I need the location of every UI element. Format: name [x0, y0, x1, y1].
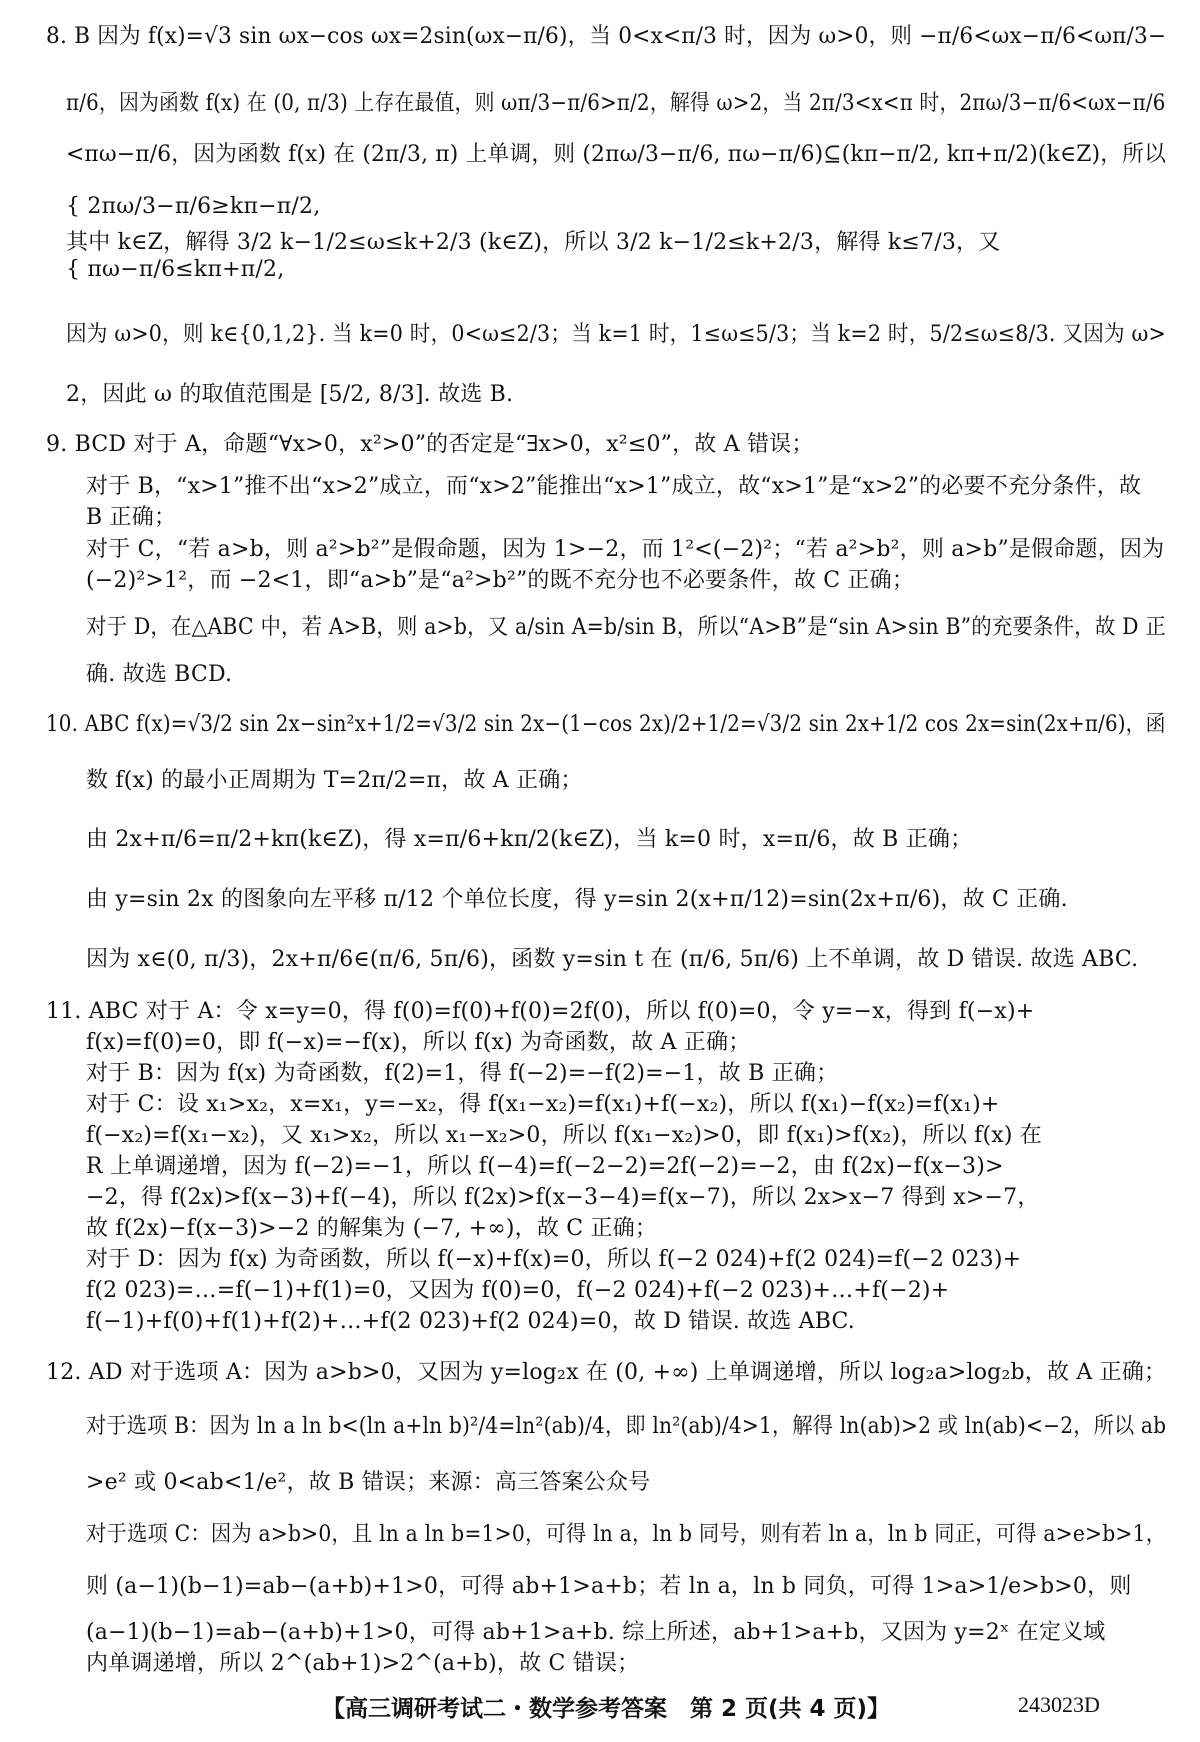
line-10: 对于 B，“x>1”推不出“x>2”成立，而“x>2”能推出“x>1”成立，故“x>1”是“x>2”的必要不充分条件，故	[86, 474, 1142, 499]
line-20: 因为 x∈(0, π/3)，2x+π/6∈(π/6, 5π/6)，函数 y=sin t 在 (π/6, 5π/6) 上不单调，故 D 错误. 故选 ABC.	[86, 947, 1139, 972]
line-37: (a−1)(b−1)=ab−(a+b)+1>0，可得 ab+1>a+b. 综上所述，ab+1>a+b，又因为 y=2ˣ 在定义域	[86, 1620, 1106, 1645]
line-25: f(−x₂)=f(x₁−x₂)，又 x₁>x₂，所以 x₁−x₂>0，所以 f(x₁−x₂)>0，即 f(x₁)>f(x₂)，所以 f(x) 在	[86, 1123, 1043, 1148]
line-28: 故 f(2x)−f(x−3)>−2 的解集为 (−7, +∞)，故 C 正确；	[86, 1216, 658, 1241]
line-15: 确. 故选 BCD.	[86, 662, 233, 687]
line-30: f(2 023)=…=f(−1)+f(1)=0，又因为 f(0)=0，f(−2 024)+f(−2 023)+…+f(−2)+	[86, 1278, 950, 1303]
line-34: >e² 或 0<ab<1/e²，故 B 错误；来源：高三答案公众号	[86, 1470, 651, 1495]
line-35: 对于选项 C：因为 a>b>0，且 ln a ln b=1>0，可得 ln a，ln b 同号，则有若 ln a，ln b 同正，可得 a>e>b>1，	[86, 1522, 1167, 1547]
line-13: (−2)²>1²，而 −2<1，即“a>b”是“a²>b²”的既不充分也不必要条件，故 C 正确；	[86, 568, 915, 593]
line-27: −2，得 f(2x)>f(x−3)+f(−4)，所以 f(2x)>f(x−3−4)=f(x−7)，所以 2x>x−7 得到 x>−7，	[86, 1185, 1040, 1210]
line-06: { πω−π/6≤kπ+π/2,	[66, 257, 285, 282]
line-23: 对于 B：因为 f(x) 为奇函数，f(2)=1，得 f(−2)=−f(2)=−1，故 B 正确；	[86, 1061, 839, 1086]
line-09: 9. BCD 对于 A，命题“∀x>0，x²>0”的否定是“∃x>0，x²≤0”，故 A 错误；	[46, 432, 814, 457]
line-26: R 上单调递增，因为 f(−2)=−1，所以 f(−4)=f(−2−2)=2f(−2)=−2，由 f(2x)−f(x−3)>	[86, 1154, 1004, 1179]
line-33: 对于选项 B：因为 ln a ln b<(ln a+ln b)²/4=ln²(ab)/4，即 ln²(ab)/4>1，解得 ln(ab)>2 或 ln(ab)<−2，所以 ab	[86, 1414, 1167, 1439]
line-24: 对于 C：设 x₁>x₂，x=x₁，y=−x₂，得 f(x₁−x₂)=f(x₁)+f(−x₂)，所以 f(x₁)−f(x₂)=f(x₁)+	[86, 1092, 1000, 1117]
line-03: <πω−π/6，因为函数 f(x) 在 (2π/3, π) 上单调，则 (2πω/3−π/6, πω−π/6)⊆(kπ−π/2, kπ+π/2)(k∈Z)，所以	[66, 142, 1167, 167]
line-19: 由 y=sin 2x 的图象向左平移 π/12 个单位长度，得 y=sin 2(x+π/12)=sin(2x+π/6)，故 C 正确.	[86, 887, 1068, 912]
line-02: π/6，因为函数 f(x) 在 (0, π/3) 上存在最值，则 ωπ/3−π/6>π/2，解得 ω>2，当 2π/3<x<π 时，2πω/3−π/6<ωx−π/6	[66, 91, 1166, 116]
line-07: 因为 ω>0，则 k∈{0,1,2}. 当 k=0 时，0<ω≤2/3；当 k=1 时，1≤ω≤5/3；当 k=2 时，5/2≤ω≤8/3. 又因为 ω>	[66, 322, 1167, 347]
line-05: 其中 k∈Z，解得 3/2 k−1/2≤ω≤k+2/3 (k∈Z)，所以 3/2 k−1/2≤k+2/3，解得 k≤7/3，又	[66, 230, 1001, 255]
line-14: 对于 D，在△ABC 中，若 A>B，则 a>b，又 a/sin A=b/sin B，所以“A>B”是“sin A>sin B”的充要条件，故 D 正	[86, 615, 1166, 640]
line-22: f(x)=f(0)=0，即 f(−x)=−f(x)，所以 f(x) 为奇函数，故 A 正确；	[86, 1030, 751, 1055]
line-08: 2，因此 ω 的取值范围是 [5/2, 8/3]. 故选 B.	[66, 382, 514, 407]
line-04: { 2πω/3−π/6≥kπ−π/2,	[66, 194, 321, 219]
line-01: 8. B 因为 f(x)=√3 sin ωx−cos ωx=2sin(ωx−π/6)，当 0<x<π/3 时，因为 ω>0，则 −π/6<ωx−π/6<ωπ/3−	[46, 24, 1167, 49]
line-36: 则 (a−1)(b−1)=ab−(a+b)+1>0，可得 ab+1>a+b；若 ln a，ln b 同负，可得 1>a>1/e>b>0，则	[86, 1574, 1132, 1599]
line-32: 12. AD 对于选项 A：因为 a>b>0，又因为 y=log₂x 在 (0, +∞) 上单调递增，所以 log₂a>log₂b，故 A 正确；	[46, 1360, 1167, 1385]
page-footer	[0, 1690, 1200, 1730]
line-21: 11. ABC 对于 A：令 x=y=0，得 f(0)=f(0)+f(0)=2f(0)，所以 f(0)=0，令 y=−x，得到 f(−x)+	[46, 999, 1035, 1024]
line-11: B 正确；	[86, 505, 177, 530]
line-38: 内单调递增，所以 2^(ab+1)>2^(a+b)，故 C 错误；	[86, 1651, 640, 1676]
line-31: f(−1)+f(0)+f(1)+f(2)+…+f(2 023)+f(2 024)=0，故 D 错误. 故选 ABC.	[86, 1309, 855, 1334]
line-17: 数 f(x) 的最小正周期为 T=2π/2=π，故 A 正确；	[86, 768, 583, 793]
line-29: 对于 D：因为 f(x) 为奇函数，所以 f(−x)+f(x)=0，所以 f(−2 024)+f(2 024)=f(−2 023)+	[86, 1247, 1022, 1272]
line-18: 由 2x+π/6=π/2+kπ(k∈Z)，得 x=π/6+kπ/2(k∈Z)，当 k=0 时，x=π/6，故 B 正确；	[86, 827, 973, 852]
footer-code: 243023D	[1018, 1692, 1100, 1717]
footer-title: 【高三调研考试二・数学参考答案 第 2 页(共 4 页)】	[322, 1696, 891, 1722]
line-16: 10. ABC f(x)=√3/2 sin 2x−sin²x+1/2=√3/2 sin 2x−(1−cos 2x)/2+1/2=√3/2 sin 2x+1/2 cos 2x=sin(2x+π/6)，函	[46, 712, 1166, 737]
line-12: 对于 C，“若 a>b，则 a²>b²”是假命题，因为 1>−2，而 1²<(−2)²；“若 a²>b²，则 a>b”是假命题，因为	[86, 537, 1165, 562]
